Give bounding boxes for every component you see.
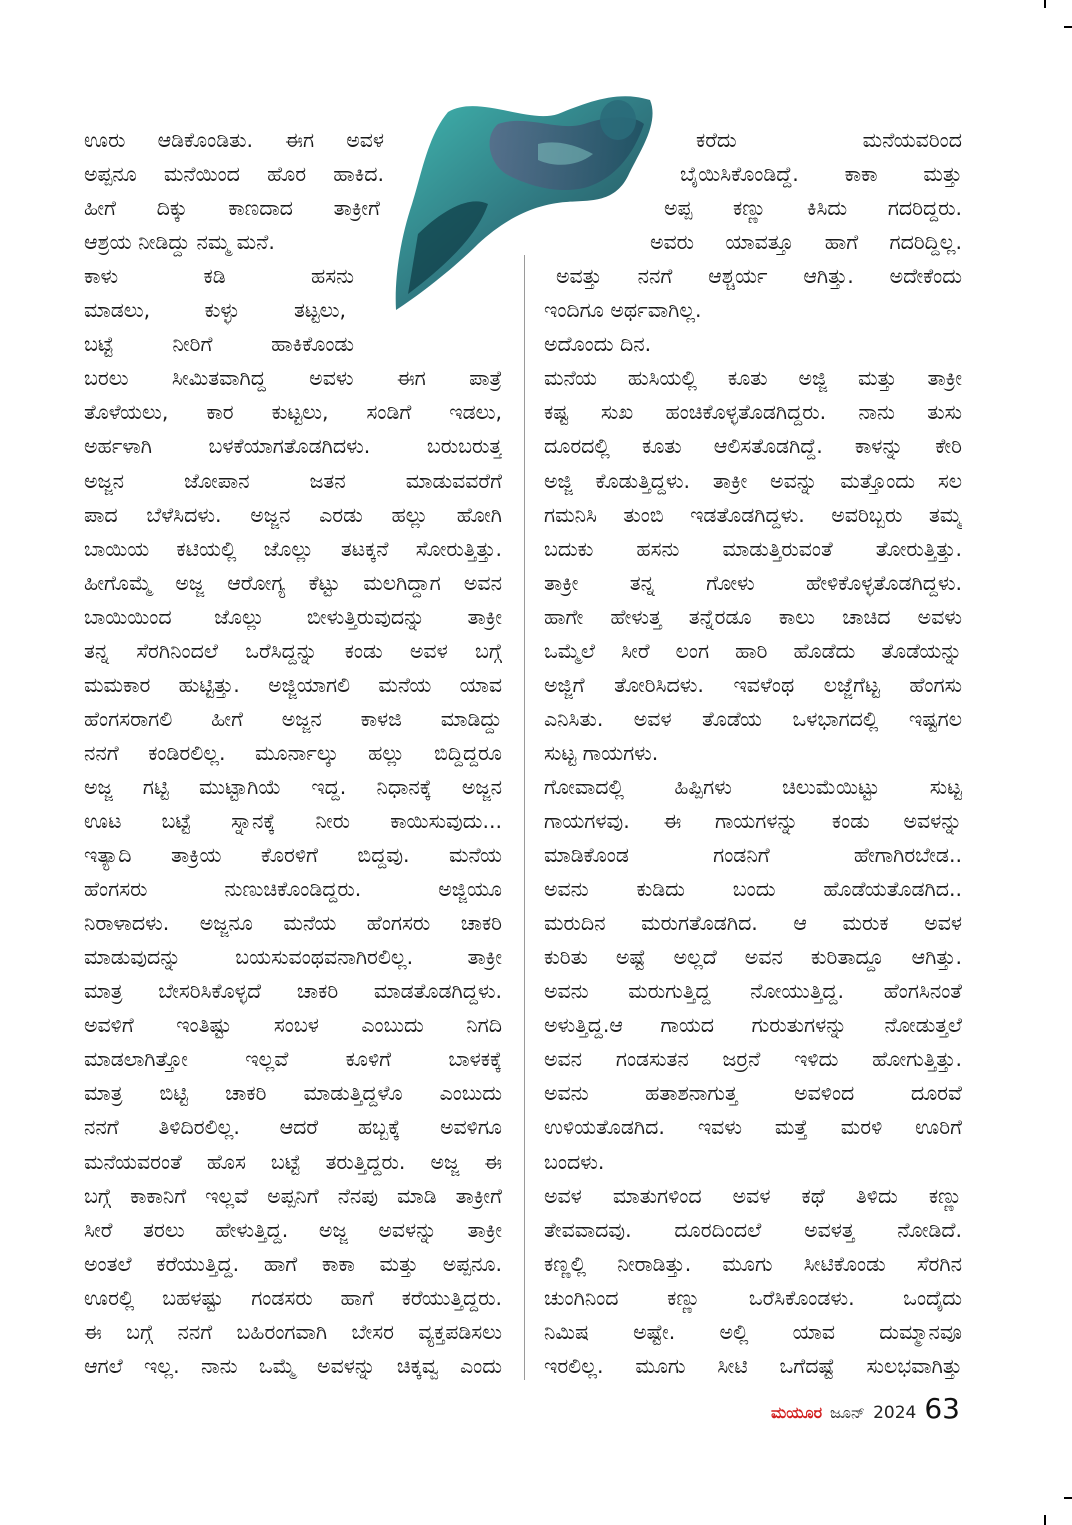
left-column-line: ಅಪ್ಪನೂ ಮನೆಯಿಂದ ಹೊರ ಹಾಕಿದ. <box>84 162 384 187</box>
left-column-line: ಕಾಳು ಕಡಿ ಹಸನು <box>84 264 354 289</box>
right-column-line: ಮಾಡಿಕೊಂಡ ಗಂಡನಿಗೆ ಹೇಗಾಗಿರಬೇಡ.. <box>544 843 962 868</box>
left-column-line: ಅಂತಲೆ ಕರೆಯುತ್ತಿದ್ದ. ಹಾಗೆ ಕಾಕಾ ಮತ್ತು ಅಪ್ಪನೂ. <box>84 1251 502 1276</box>
left-column-line: ಮನೆಯವರಂತೆ ಹೊಸ ಬಟ್ಟೆ ತರುತ್ತಿದ್ದರು. ಅಜ್ಜ ಈ <box>84 1149 502 1174</box>
right-column-line: ತೇವವಾದವು. ದೂರದಿಂದಲೆ ಅವಳತ್ತ ನೋಡಿದೆ. <box>544 1217 962 1242</box>
crop-mark-right-bottom <box>1064 1497 1072 1499</box>
left-column-line: ಹೀಗೆ ದಿಕ್ಕು ಕಾಣದಾದ ತಾಕ್ರೀಗೆ <box>84 196 380 221</box>
left-column-line: ಮಮಕಾರ ಹುಟ್ಟಿತ್ತು. ಅಜ್ಜಿಯಾಗಲಿ ಮನೆಯ ಯಾವ <box>84 672 502 697</box>
left-column-line: ಊಟ ಬಟ್ಟೆ ಸ್ನಾನಕ್ಕೆ ನೀರು ಕಾಯಿಸುವುದು... <box>84 809 502 833</box>
right-column-line: ನಿಮಿಷ ಅಷ್ಟೇ. ಅಲ್ಲಿ ಯಾವ ದುಮ್ಮಾನವೂ <box>544 1319 962 1344</box>
left-column-line: ಅರ್ಹಳಾಗಿ ಬಳಕೆಯಾಗತೊಡಗಿದಳು. ಬರುಬರುತ್ತ <box>84 434 502 459</box>
right-column-line: ಕುರಿತು ಅಷ್ಟೆ ಅಲ್ಲದೆ ಅವನ ಕುರಿತಾದ್ದೂ ಆಗಿತ್ತು. <box>544 945 962 970</box>
left-column-line: ತನ್ನ ಸೆರಗಿನಿಂದಲೆ ಒರೆಸಿದ್ದನ್ನು ಕಂಡು ಅವಳ ಬಗ್ಗೆ <box>84 638 502 663</box>
right-column-line: ಮರುದಿನ ಮರುಗತೊಡಗಿದ. ಆ ಮರುಕ ಅವಳ <box>544 911 962 936</box>
left-column-line: ಊರು ಆಡಿಕೊಂಡಿತು. ಈಗ ಅವಳ <box>84 128 384 152</box>
magazine-name: ಮಯೂರ <box>771 1403 823 1422</box>
right-column-line: ತಾಕ್ರೀ ತನ್ನ ಗೋಳು ಹೇಳಿಕೊಳ್ಳತೊಡಗಿದ್ದಳು. <box>544 570 962 595</box>
right-column-line: ಬೈಯಿಸಿಕೊಂಡಿದ್ದೆ. ಕಾಕಾ ಮತ್ತು <box>680 162 962 187</box>
left-column-line: ಮಾಡುವುದನ್ನು ಬಯಸುವಂಥವನಾಗಿರಲಿಲ್ಲ. ತಾಕ್ರೀ <box>84 945 502 970</box>
right-column-line: ಸುಟ್ಟ ಗಾಯಗಳು. <box>544 740 659 765</box>
issue-month: ಜೂನ್ <box>830 1403 866 1422</box>
right-column-line: ಅವನು ಮರುಗುತ್ತಿದ್ದ ನೋಯುತ್ತಿದ್ದ. ಹೆಂಗಸಿನಂತೆ <box>544 979 962 1004</box>
right-column-line: ಅಳುತ್ತಿದ್ದ.ಆ ಗಾಯದ ಗುರುತುಗಳನ್ನು ನೋಡುತ್ತಲೆ <box>544 1013 962 1038</box>
left-column-line: ನಿರಾಳಾದಳು. ಅಜ್ಜನೂ ಮನೆಯ ಹೆಂಗಸರು ಚಾಕರಿ <box>84 911 502 936</box>
left-column-line: ಅಜ್ಜನ ಜೋಪಾನ ಜತನ ಮಾಡುವವರೆಗೆ <box>84 468 502 493</box>
left-column-line: ಮಾತ್ರ ಬೇಸರಿಸಿಕೊಳ್ಳದೆ ಚಾಕರಿ ಮಾಡತೊಡಗಿದ್ದಳು. <box>84 979 502 1004</box>
left-column-line: ತೊಳೆಯಲು, ಕಾರ ಕುಟ್ಟಲು, ಸಂಡಿಗೆ ಇಡಲು, <box>84 400 502 425</box>
left-column-line: ಹೆಂಗಸರು ನುಣುಚಿಕೊಂಡಿದ್ದರು. ಅಜ್ಜಿಯೂ <box>84 877 502 902</box>
left-column-line: ಈ ಬಗ್ಗೆ ನನಗೆ ಬಹಿರಂಗವಾಗಿ ಬೇಸರ ವ್ಯಕ್ತಪಡಿಸಲು <box>84 1319 502 1344</box>
left-column-line: ಬಾಯಿಯಿಂದ ಜೊಲ್ಲು ಬೀಳುತ್ತಿರುವುದನ್ನು ತಾಕ್ರೀ <box>84 604 502 629</box>
right-column-line: ಅವನು ಹತಾಶನಾಗುತ್ತ ಅವಳಿಂದ ದೂರವೆ <box>544 1081 962 1106</box>
left-column-line: ಹೆಂಗಸರಾಗಲಿ ಹೀಗೆ ಅಜ್ಜನ ಕಾಳಜಿ ಮಾಡಿದ್ದು <box>84 706 502 731</box>
right-column-line: ದೂರದಲ್ಲಿ ಕೂತು ಆಲಿಸತೊಡಗಿದ್ದೆ. ಕಾಳನ್ನು ಕೇರಿ <box>544 434 962 459</box>
right-column-line: ಇರಲಿಲ್ಲ. ಮೂಗು ಸೀಟಿ ಒಗೆದಷ್ಟೆ ಸುಲಭವಾಗಿತ್ತು <box>544 1353 962 1378</box>
left-column-line: ಆಶ್ರಯ ನೀಡಿದ್ದು ನಮ್ಮ ಮನೆ. <box>84 230 275 255</box>
right-column-line: ಬಂದಳು. <box>544 1149 605 1174</box>
left-column-line: ಊರಲ್ಲಿ ಬಹಳಷ್ಟು ಗಂಡಸರು ಹಾಗೆ ಕರೆಯುತ್ತಿದ್ದರು. <box>84 1285 502 1310</box>
issue-year: 2024 <box>873 1403 917 1423</box>
left-column-line: ಬಗ್ಗೆ ಕಾಕಾನಿಗೆ ಇಲ್ಲವೆ ಅಪ್ಪನಿಗೆ ನೆನಪು ಮಾಡಿ ತಾಕ್ರೀಗೆ <box>84 1183 502 1208</box>
right-column-line: ಇಂದಿಗೂ ಅರ್ಥವಾಗಿಲ್ಲ. <box>544 298 702 323</box>
left-column-line: ಆಗಲೆ ಇಲ್ಲ. ನಾನು ಒಮ್ಮೆ ಅವಳನ್ನು ಚಿಕ್ಕವ್ವ ಎಂದು <box>84 1353 502 1378</box>
right-column-line: ಅವಳ ಮಾತುಗಳಿಂದ ಅವಳ ಕಥೆ ತಿಳಿದು ಕಣ್ಣು <box>544 1183 962 1208</box>
right-column-line: ಅವತ್ತು ನನಗೆ ಆಶ್ಚರ್ಯ ಆಗಿತ್ತು. ಅದೇಕೆಂದು <box>556 264 962 289</box>
right-column-line: ಅಪ್ಪ ಕಣ್ಣು ಕಿಸಿದು ಗದರಿದ್ದರು. <box>664 196 962 221</box>
right-column-line: ಗಾಯಗಳವು. ಈ ಗಾಯಗಳನ್ನು ಕಂಡು ಅವಳನ್ನು <box>544 809 962 833</box>
left-column-line: ನನಗೆ ಕಂಡಿರಲಿಲ್ಲ. ಮೂರ್ನಾಲ್ಕು ಹಲ್ಲು ಬಿದ್ದಿದ್ದರೂ <box>84 740 502 765</box>
right-column-line: ಕಷ್ಟ ಸುಖ ಹಂಚಿಕೊಳ್ಳತೊಡಗಿದ್ದರು. ನಾನು ತುಸು <box>544 400 962 425</box>
right-column-line: ಅದೊಂದು ದಿನ. <box>544 332 652 357</box>
crop-mark-right-top <box>1064 26 1072 28</box>
right-column-line: ಒಮ್ಮೆಲೆ ಸೀರೆ ಲಂಗ ಹಾರಿ ಹೊಡೆದು ತೊಡೆಯನ್ನು <box>544 638 962 663</box>
right-column-line: ಅವರು ಯಾವತ್ತೂ ಹಾಗೆ ಗದರಿದ್ದಿಲ್ಲ. <box>650 230 962 255</box>
crop-mark-top <box>1044 0 1046 8</box>
right-column-line: ಎನಿಸಿತು. ಅವಳ ತೊಡೆಯ ಒಳಭಾಗದಲ್ಲಿ ಇಷ್ಟಗಲ <box>544 706 962 731</box>
right-column-line: ಗಮನಿಸಿ ತುಂಬಿ ಇಡತೊಡಗಿದ್ದಳು. ಅವರಿಬ್ಬರು ತಮ್ಮ <box>544 502 962 527</box>
right-column-line: ಅಜ್ಜಿ ಕೊಡುತ್ತಿದ್ದಳು. ತಾಕ್ರೀ ಅವನ್ನು ಮತ್ತೊಂದು ಸಲ <box>544 468 962 493</box>
left-column-line: ಅಜ್ಜ ಗಟ್ಟಿ ಮುಟ್ಟಾಗಿಯೆ ಇದ್ದ. ನಿಧಾನಕ್ಕೆ ಅಜ್ಜನ <box>84 774 502 799</box>
left-column-line: ಪಾದ ಬೆಳೆಸಿದಳು. ಅಜ್ಜನ ಎರಡು ಹಲ್ಲು ಹೋಗಿ <box>84 502 502 527</box>
crop-mark-bottom <box>1044 1515 1046 1525</box>
right-column-line: ಹಾಗೇ ಹೇಳುತ್ತ ತನ್ನೆರಡೂ ಕಾಲು ಚಾಚಿದ ಅವಳು <box>544 604 962 629</box>
right-column-line: ಕಣ್ಣಲ್ಲಿ ನೀರಾಡಿತ್ತು. ಮೂಗು ಸೀಟಿಕೊಂಡು ಸೆರಗಿನ <box>544 1251 962 1276</box>
right-column-line: ಬದುಕು ಹಸನು ಮಾಡುತ್ತಿರುವಂತೆ ತೋರುತ್ತಿತ್ತು. <box>544 536 962 561</box>
left-column-line: ನನಗೆ ತಿಳಿದಿರಲಿಲ್ಲ. ಆದರೆ ಹಬ್ಬಕ್ಕೆ ಅವಳಿಗೂ <box>84 1115 502 1140</box>
left-column-line: ಬರಲು ಸೀಮಿತವಾಗಿದ್ದ ಅವಳು ಈಗ ಪಾತ್ರೆ <box>84 366 502 391</box>
left-column-line: ಮಾತ್ರ ಬಿಟ್ಟಿ ಚಾಕರಿ ಮಾಡುತ್ತಿದ್ದಳೊ ಎಂಬುದು <box>84 1081 502 1106</box>
page-number: 63 <box>924 1392 960 1425</box>
right-column-line: ಉಳಿಯತೊಡಗಿದ. ಇವಳು ಮತ್ತೆ ಮರಳಿ ಊರಿಗೆ <box>544 1115 962 1140</box>
left-column-line: ಬಾಯಿಯ ಕಟಿಯಲ್ಲಿ ಜೊಲ್ಲು ತಟಕ್ಕನೆ ಸೋರುತ್ತಿತ್ತು. <box>84 536 502 561</box>
right-column-line: ಕರೆದು ಮನೆಯವರಿಂದ <box>696 128 962 152</box>
left-column-line: ಮಾಡಲಾಗಿತ್ತೋ ಇಲ್ಲವೆ ಕೂಳಿಗೆ ಬಾಳಕಕ್ಕೆ <box>84 1047 502 1072</box>
right-text-column <box>0 126 1072 1386</box>
right-column-line: ಅವನ ಗಂಡಸುತನ ಜರ್ರನೆ ಇಳಿದು ಹೋಗುತ್ತಿತ್ತು. <box>544 1047 962 1072</box>
left-column-line: ಇತ್ಯಾದಿ ತಾಕ್ರಿಯ ಕೊರಳಿಗೆ ಬಿದ್ದವು. ಮನೆಯ <box>84 843 502 868</box>
right-column-line: ಅವನು ಕುಡಿದು ಬಂದು ಹೊಡೆಯತೊಡಗಿದ.. <box>544 877 962 902</box>
right-column-line: ಗೋವಾದಲ್ಲಿ ಹಿಪ್ಪಿಗಳು ಚಿಲುಮೆಯಿಟ್ಟು ಸುಟ್ಟ <box>544 774 962 799</box>
left-column-line: ಬಟ್ಟೆ ನೀರಿಗೆ ಹಾಕಿಕೊಂಡು <box>84 332 354 357</box>
right-column-line: ಅಜ್ಜಿಗೆ ತೋರಿಸಿದಳು. ಇವಳೆಂಥ ಲಜ್ಜೆಗೆಟ್ಟ ಹೆಂಗಸು <box>544 672 962 697</box>
left-column-line: ಅವಳಿಗೆ ಇಂತಿಷ್ಟು ಸಂಬಳ ಎಂಬುದು ನಿಗದಿ <box>84 1013 502 1038</box>
page-footer <box>771 1392 960 1432</box>
left-column-line: ಸೀರೆ ತರಲು ಹೇಳುತ್ತಿದ್ದ. ಅಜ್ಜ ಅವಳನ್ನು ತಾಕ್ರೀ <box>84 1217 502 1242</box>
right-column-line: ಚುಂಗಿನಿಂದ ಕಣ್ಣು ಒರೆಸಿಕೊಂಡಳು. ಒಂದೈದು <box>544 1285 962 1310</box>
right-column-line: ಮನೆಯ ಹುಸಿಯಲ್ಲಿ ಕೂತು ಅಜ್ಜಿ ಮತ್ತು ತಾಕ್ರೀ <box>544 366 962 391</box>
left-column-line: ಮಾಡಲು, ಕುಳ್ಳು ತಟ್ಟಲು, <box>84 298 346 323</box>
left-column-line: ಹೀಗೊಮ್ಮೆ ಅಜ್ಜ ಆರೋಗ್ಯ ಕೆಟ್ಟು ಮಲಗಿದ್ದಾಗ ಅವನ <box>84 570 502 595</box>
